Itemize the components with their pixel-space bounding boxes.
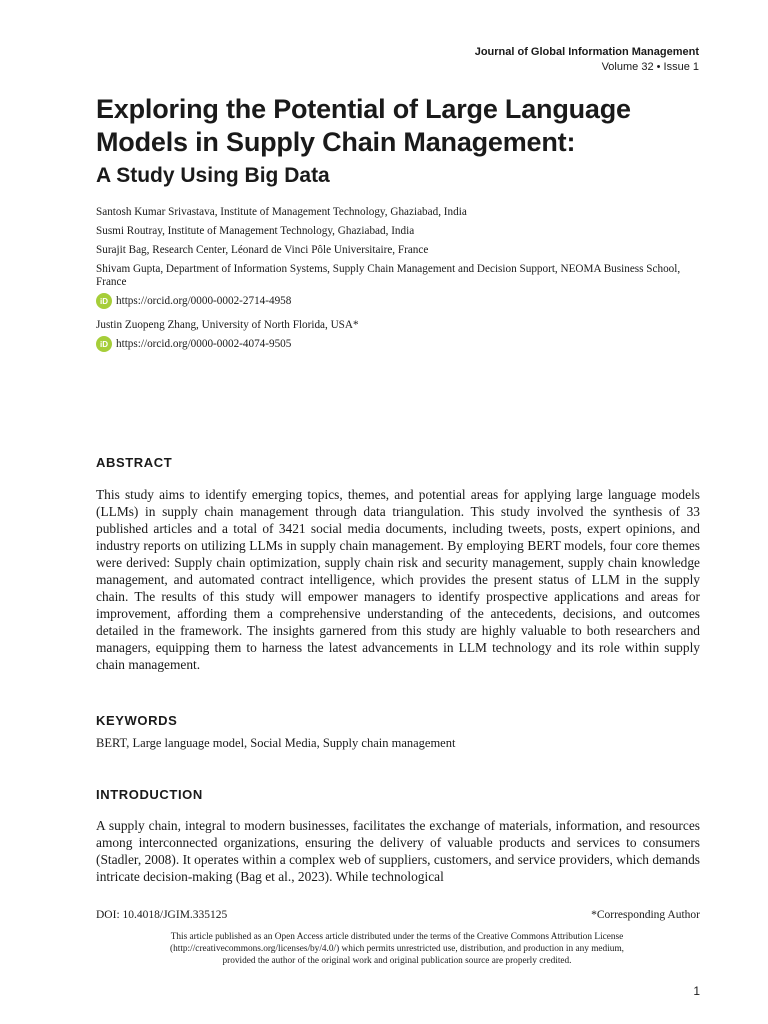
abstract-text: This study aims to identify emerging topics, themes, and potential areas for applying large language models (LLMs) in supply chain management through data triangulation. This study involved the synthesis of 33 published articles and a total of 3421 social media documents, including tweets, posts, expert opinions, and industry reports on utilizing LLMs in supply chain management. By employing BERT models, four core themes were derived: Supply chain optimization, supply chain risk and security management, supply chain knowledge management, and automated contract intelligence, which provides the present status of LLM in the supply chain. The results of this study will empower managers to identify prospective applications and areas for improvement, affording them a comprehensive understanding of the antecedents, decisions, and outcomes detailed in the framework. The insights garnered from this study are highly valuable to both researchers and managers, equipping them to harness the latest advancements in LLM technology and its role within supply chain management. [96,487,700,672]
journal-name: Journal of Global Information Management [474,46,699,58]
title-line-2: Models in Supply Chain Management: [96,127,576,157]
author-affiliation: Justin Zuopeng Zhang, University of North Florida, USA* [96,319,359,331]
journal-header [475,45,699,75]
corresponding-author-note: *Corresponding Author [591,909,700,921]
page-number: 1 [693,984,700,998]
doi: DOI: 10.4018/JGIM.335125 [96,909,228,921]
keywords-text: BERT, Large language model, Social Media, Supply chain management [96,736,456,750]
license-notice [110,931,684,967]
orcid-icon: iD [96,336,112,352]
orcid-link[interactable]: https://orcid.org/0000-0002-4074-9505 [116,337,292,350]
license-line: This article published as an Open Access article distributed under the terms of the Creative Commons Attribution License [170,932,624,942]
orcid-row [96,293,706,309]
paper-subtitle: A Study Using Big Data [96,164,330,187]
abstract-heading: ABSTRACT [96,455,173,470]
introduction-text: A supply chain, integral to modern businesses, facilitates the exchange of materials, information, and resources among interconnected organizations, ensuring the delivery of valuable products and services to consumers (Stadler, 2008). It operates within a complex web of suppliers, customers, and service providers, which demands intricate decision-making (Bag et al., 2023). While technological [96,818,700,884]
author-list [96,206,706,362]
volume-issue: Volume 32 • Issue 1 [601,61,699,73]
author-affiliation: Shivam Gupta, Department of Information Systems, Supply Chain Management and Decision Support, NEOMA Business School, France [96,263,681,288]
author-affiliation: Surajit Bag, Research Center, Léonard de Vinci Pôle Universitaire, France [96,244,429,256]
title-line-1: Exploring the Potential of Large Language [96,94,631,124]
paper-title [96,93,706,189]
keywords-heading: KEYWORDS [96,713,178,728]
orcid-link[interactable]: https://orcid.org/0000-0002-2714-4958 [116,294,292,307]
introduction-heading: INTRODUCTION [96,787,203,802]
orcid-icon: iD [96,293,112,309]
author-affiliation: Susmi Routray, Institute of Management Technology, Ghaziabad, India [96,225,415,237]
license-line: provided the author of the original work and original publication source are properly credited. [222,956,572,966]
license-line: (http://creativecommons.org/licenses/by/4.0/) which permits unrestricted use, distribution, and production in any medium, [170,944,624,954]
orcid-row [96,336,706,352]
author-affiliation: Santosh Kumar Srivastava, Institute of Management Technology, Ghaziabad, India [96,206,467,218]
